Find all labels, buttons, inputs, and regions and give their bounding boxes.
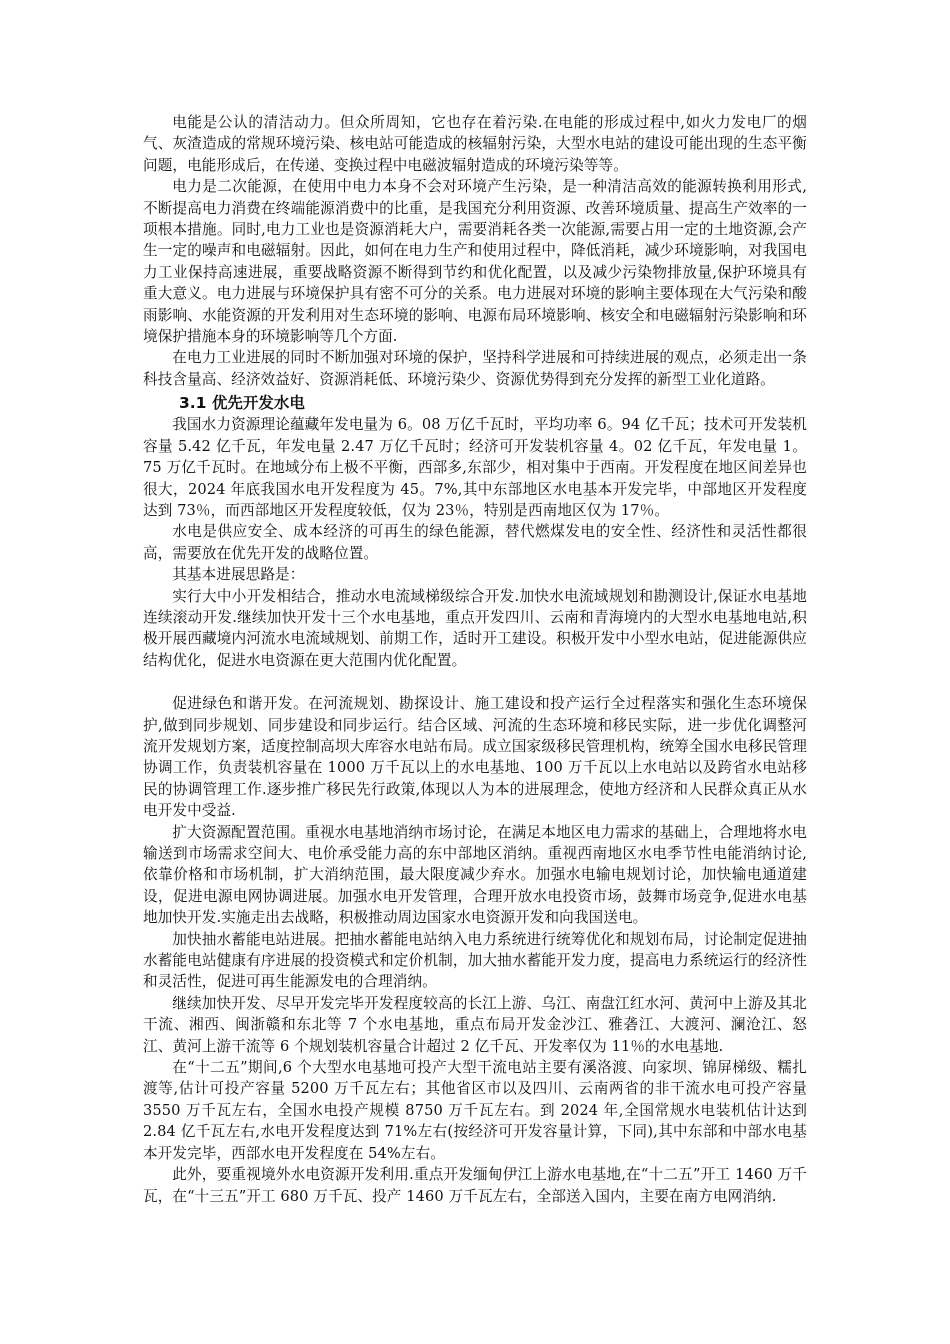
paragraph-scale-development: 实行大中小开发相结合，推动水电流域梯级综合开发.加快水电流域规划和勘测设计,保证水电基地连续滚动开发.继续加快开发十三个水电基地，重点开发四川、云南和青海境内的大型水电基地电站,积极开展西藏境内河流水电流域规划、前期工作，适时开工建设。积极开发中小型水电站，促进能源供应结构优化，促进水电资源在更大范围内优化配置。 <box>143 587 807 669</box>
section-heading: 3.1 优先开发水电 <box>179 394 305 413</box>
paragraph-green-development: 促进绿色和谐开发。在河流规划、勘探设计、施工建设和投产运行全过程落实和强化生态环境保护,做到同步规划、同步建设和同步运行。结合区域、河流的生态环境和移民实际，进一步优化调整河流开发规划方案，适度控制高坝大库容水电站布局。成立国家级移民管理机构，统筹全国水电移民管理协调工作，负责装机容量在 1000 万千瓦以上的水电基地、100 万千瓦以上水电站以及跨省水电站移民的协调管理工作.逐步推广移民先行政策,体现以人为本的进展理念，使地方经济和人民群众真正从水电开发中受益. <box>143 695 807 820</box>
paragraph-hydro-resources: 我国水力资源理论蕴藏年发电量为 6。08 万亿千瓦时，平均功率 6。94 亿千瓦；技术可开发装机容量 5.42 亿千瓦，年发电量 2.47 万亿千瓦时；经济可开发装机容量 4。02 亿千瓦，年发电量 1。75 万亿千瓦时。在地域分布上极不平衡，西部多,东部少，相对集中于西南。开发程度在地区间差异也很大，2024 年底我国水电开发程度为 45。7%,其中东部地区水电基本开发完毕，中部地区开发程度达到 73％，而西部地区开发程度较低，仅为 23％，特别是西南地区仅为 17％。 <box>143 416 807 519</box>
paragraph-secondary-energy: 电力是二次能源，在使用中电力本身不会对环境产生污染，是一种清洁高效的能源转换利用形式,不断提高电力消费在终端能源消费中的比重，是我国充分利用资源、改善环境质量、提高生产效率的一项根本措施。同时,电力工业也是资源消耗大户，需要消耗各类一次能源,需要占用一定的土地资源,会产生一定的噪声和电磁辐射。因此，如何在电力生产和使用过程中，降低消耗，减少环境影响，对我国电力工业保持高速进展，重要战略资源不断得到节约和优化配置，以及减少污染物排放量,保护环境具有重大意义。电力进展与环境保护具有密不可分的关系。电力进展对环境的影响主要体现在大气污染和酸雨影响、水能资源的开发利用对生态环境的影响、电源布局环境影响、核安全和电磁辐射污染影响和环境保护措施本身的环境影响等几个方面. <box>143 178 807 346</box>
paragraph-clean-power: 电能是公认的清洁动力。但众所周知，它也存在着污染.在电能的形成过程中,如火力发电厂的烟气、灰渣造成的常规环境污染、核电站可能造成的核辐射污染，大型水电站的建设可能出现的生态平衡问题，电能形成后，在传递、变换过程中电磁波辐射造成的环境污染等等。 <box>143 114 807 174</box>
paragraph-pumped-storage: 加快抽水蓄能电站进展。把抽水蓄能电站纳入电力系统进行统筹优化和规划布局，讨论制定促进抽水蓄能电站健康有序进展的投资模式和定价机制，加大抽水蓄能开发力度，提高电力系统运行的经济性和灵活性，促进可再生能源发电的合理消纳。 <box>143 930 807 991</box>
paragraph-resource-allocation: 扩大资源配置范围。重视水电基地消纳市场讨论，在满足本地区电力需求的基础上，合理地将水电输送到市场需求空间大、电价承受能力高的东中部地区消纳。重视西南地区水电季节性电能消纳讨论,依靠价格和市场机制，扩大消纳范围，最大限度减少弃水。加强水电输电规划讨论，加快输电通道建设，促进电源电网协调进展。加强水电开发管理，合理开放水电投资市场，鼓舞市场竞争,促进水电基地加快开发.实施走出去战略，积极推动周边国家水电资源开发和向我国送电。 <box>143 823 807 927</box>
blank-line <box>143 671 807 693</box>
paragraph-basic-approach: 其基本进展思路是： <box>172 566 305 584</box>
paragraph-industrial-path: 在电力工业进展的同时不断加强对环境的保护，坚持科学进展和可持续进展的观点，必须走出一条科技含量高、经济效益好、资源消耗低、环境污染少、资源优势得到充分发挥的新型工业化道路。 <box>143 349 807 388</box>
paragraph-hydro-bases: 继续加快开发、尽早开发完毕开发程度较高的长江上游、乌江、南盘江红水河、黄河中上游及其北干流、湘西、闽浙赣和东北等 7 个水电基地，重点布局开发金沙江、雅砻江、大渡河、澜沧江、怒江、黄河上游干流等 6 个规划装机容量合计超过 2 亿千瓦、开发率仅为 11％的水电基地. <box>143 994 807 1055</box>
paragraph-hydro-priority: 水电是供应安全、成本经济的可再生的绿色能源，替代燃煤发电的安全性、经济性和灵活性都很高，需要放在优先开发的战略位置。 <box>143 523 807 562</box>
document-page <box>143 112 807 1207</box>
paragraph-five-year-plan: 在“十二五”期间,6 个大型水电基地可投产大型干流电站主要有溪洛渡、向家坝、锦屏梯级、糯扎渡等,估计可投产容量 5200 万千瓦左右；其他省区市以及四川、云南两省的非干流水电可投产容量 3550 万千瓦左右，全国水电投产规模 8750 万千瓦左右。到 2024 年,全国常规水电装机估计达到 2.84 亿千瓦左右,水电开发程度达到 71%左右(按经济可开发容量计算，下同),其中东部和中部水电基本开发完毕，西部水电开发程度在 54%左右。 <box>143 1059 807 1162</box>
paragraph-overseas-hydro: 此外，要重视境外水电资源开发利用.重点开发缅甸伊江上游水电基地,在“十二五”开工 1460 万千瓦，在“十三五”开工 680 万千瓦、投产 1460 万千瓦左右，全部送入国内，主要在南方电网消纳. <box>143 1166 807 1205</box>
